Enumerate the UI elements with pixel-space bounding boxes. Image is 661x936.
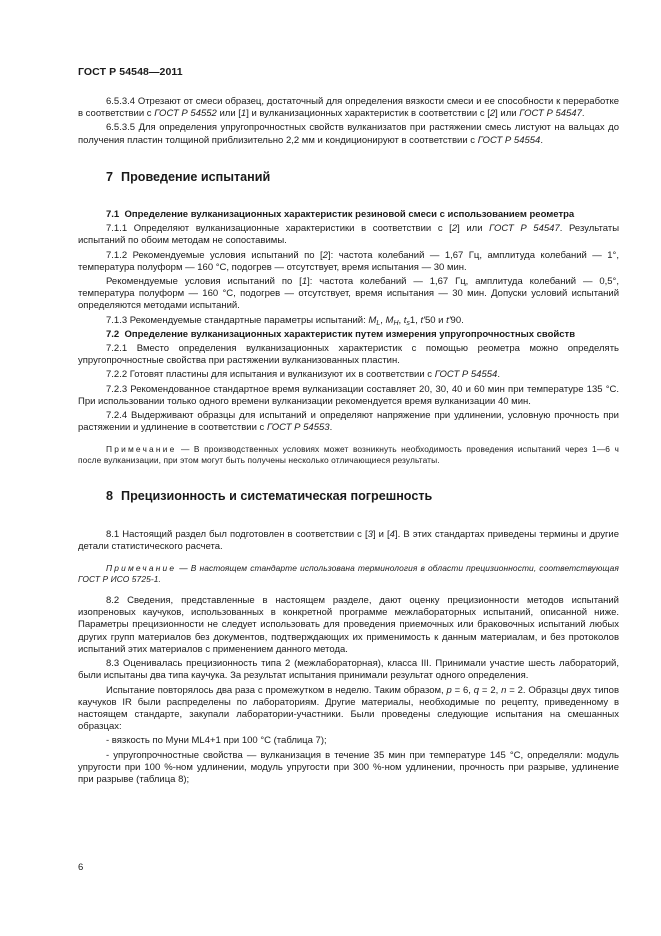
note-production-conditions: Примечание — В производственных условиях может возникнуть необходимость проведения испытаний через 1—6 ч после вулканизации, при этом могут быть получены несколько отличающиеся результаты. xyxy=(78,444,619,466)
paragraph-7-1-3: 7.1.3 Рекомендуемые стандартные параметры испытаний: $M_L$, $M_H$, $t_s1$, t'50 и t'90. xyxy=(106,314,464,327)
paragraph-6-5-3-5: 6.5.3.5 Для определения упругопрочностных свойств вулканизатов при растяжении смесь листуют на вальцах до получения пластин толщиной приблизительно 2,2 мм и кондиционируют в соответствии с ГОСТ Р 54554. xyxy=(78,122,619,146)
section-8-heading: 8 Прецизионность и систематическая погрешность xyxy=(106,489,433,504)
paragraph-7-2-2: 7.2.2 Готовят пластины для испытания и вулканизуют их в соответствии с ГОСТ Р 54554. xyxy=(106,369,500,381)
list-item-mooney-viscosity: - вязкость по Муни ML4+1 при 100 °С (таблица 7); xyxy=(106,735,327,747)
paragraph-7-1-2-b: Рекомендуемые условия испытаний по [1]: частота колебаний — 1,67 Гц, амплитуда колебаний — 0,5°, температура полуформ — 160 °С, подогрев — отсутствует, время испытания — 30 мин. Допуски условий испытаний определяются методами испытаний. xyxy=(78,276,619,312)
paragraph-7-1-1: 7.1.1 Определяют вулканизационные характеристики в соответствии с [2] или ГОСТ Р 54547. Результаты испытаний по обоим методам не сопоставимы. xyxy=(78,223,620,247)
paragraph-7-2-3: 7.2.3 Рекомендованное стандартное время вулканизации составляет 20, 30, 40 и 60 мин при температуре 135 °С. При использовании только одного времени вулканизации рекомендуется время вулканизации 40 мин. xyxy=(78,383,619,407)
paragraph-7-2-4: 7.2.4 Выдерживают образцы для испытаний и определяют напряжение при удлинении, условную прочность при растяжении и удлинение в соответствии с ГОСТ Р 54553. xyxy=(78,410,619,434)
paragraph-8-3-b: Испытание повторялось два раза с промежутком в неделю. Таким образом, p = 6, q = 2, n = 2. Образцы двух типов каучуков IR были распределены по лабораториям. Другие материалы, необходимые по рецепту, приведенному в настоящем стандарте, закупали лаборатории-участники. Были проведены следующие испытания на смешанных образцах: xyxy=(78,684,619,733)
paragraph-8-1: 8.1 Настоящий раздел был подготовлен в соответствии с [3] и [4]. В этих стандартах приведены термины и другие детали статистического расчета. xyxy=(78,528,620,552)
paragraph-8-3: 8.3 Оценивалась прецизионность типа 2 (межлабораторная), класса III. Принимали участие шесть лабораторий, были испытаны два типа каучука. За результат испытания принимали результат одного определения. xyxy=(78,658,619,682)
section-7-heading: 7 Проведение испытаний xyxy=(106,169,271,184)
subsection-7-2-heading: 7.2 Определение вулканизационных характеристик путем измерения упругопрочностных свойств xyxy=(106,328,576,340)
page-body xyxy=(78,96,619,788)
list-item-tensile-properties: - упругопрочностные свойства — вулканизация в течение 35 мин при температуре 145 °С, определяли: модуль упругости при 100 %-ном удлинении, модуль упругости при 300 %-ном удлинении, прочность при разрыве, удлинение при разрыве (таблица 8); xyxy=(78,749,619,785)
paragraph-6-5-3-4: 6.5.3.4 Отрезают от смеси образец, достаточный для определения вязкости смеси и ее способности к переработке в соответствии с ГОСТ Р 54552 или [1] и вулканизационных характеристик в соответствии с [2] или ГОСТ Р 54547. xyxy=(78,96,619,120)
paragraph-8-2: 8.2 Сведения, представленные в настоящем разделе, дают оценку прецизионности методов испытаний изопреновых каучуков, использованных в конкретной программе межлабораторных испытаний, описанной ниже. Параметры прецизионности не следует использовать для проведения приемочных или браковочных испытаний любых других групп материалов без документов, подтверждающих их применимость к данным материалам, и без протоколов испытаний этих материалов с применением данного метода. xyxy=(78,595,619,655)
note-terminology: Примечание — В настоящем стандарте использована терминология в области прецизионности, соответствующая ГОСТ Р ИСО 5725-1. xyxy=(78,563,619,585)
page-number: 6 xyxy=(78,862,84,873)
paragraph-7-2-1: 7.2.1 Вместо определения вулканизационных характеристик с помощью реометра можно определять упругопрочностные свойства при растяжении вулканизованных пластин. xyxy=(78,343,619,367)
subsection-7-1-heading: 7.1 Определение вулканизационных характеристик резиновой смеси с использованием реометра xyxy=(106,209,575,221)
paragraph-7-1-2: 7.1.2 Рекомендуемые условия испытаний по [2]: частота колебаний — 1,67 Гц, амплитуда колебаний — 1°, температура полуформ — 160 °С, подогрев — отсутствует, время испытания — 30 мин. xyxy=(78,249,619,273)
document-header: ГОСТ Р 54548—2011 xyxy=(78,66,183,78)
